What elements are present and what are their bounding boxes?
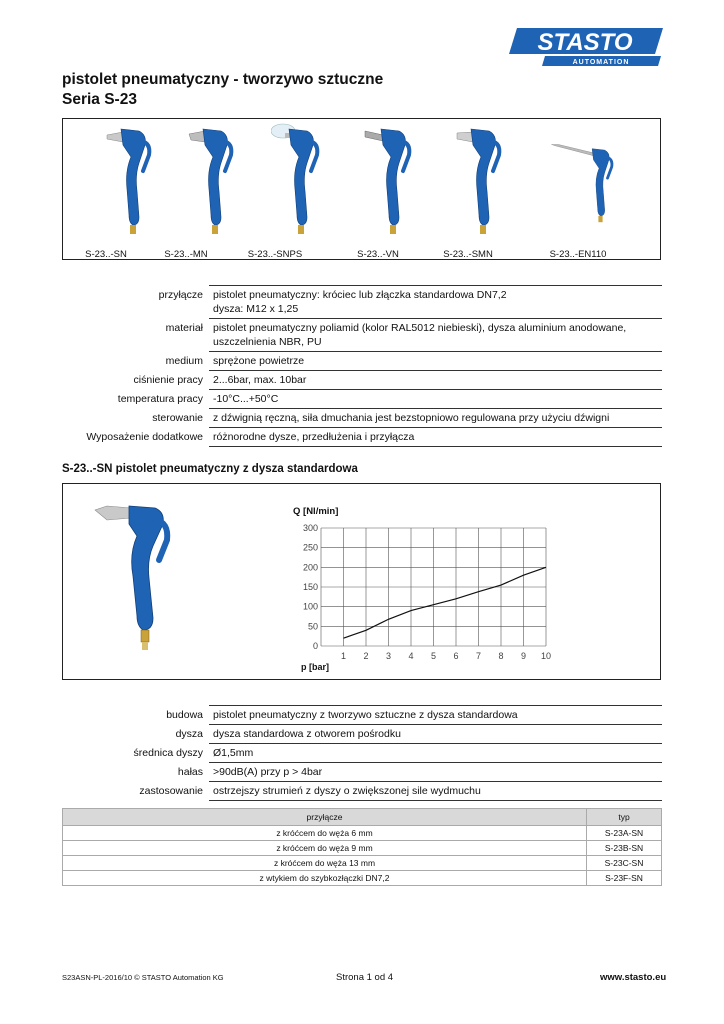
spec-value: -10°C...+50°C [209,390,662,409]
spec-value: ostrzejszy strumień z dyszy o zwiększonej sile wydmuchu [209,782,662,801]
spec-value: 2...6bar, max. 10bar [209,371,662,390]
variant-connection: z króćcem do węża 6 mm [63,826,587,841]
spec-row [62,763,662,782]
variants-header-connection: przyłącze [63,809,587,826]
spec-row [62,706,662,725]
variant-connection: z wtykiem do szybkozłączki DN7,2 [63,871,587,886]
section-title: S-23..-SN pistolet pneumatyczny z dysza standardowa [62,463,358,475]
variants-header-type: typ [587,809,662,826]
variant-type: S-23F-SN [587,871,662,886]
variant-connection: z króćcem do węża 13 mm [63,856,587,871]
variants-table [62,808,662,886]
y-axis-label: Q [Nl/min] [293,506,339,517]
page-title [62,70,383,110]
variant-type: S-23C-SN [587,856,662,871]
flow-chart [283,492,583,672]
spec-row [62,409,662,428]
spec-value: dysza standardowa z otworem pośrodku [209,725,662,744]
spec-key: hałas [177,765,203,778]
spec-row [62,725,662,744]
x-tick-label: 2 [363,651,369,661]
y-tick-label: 100 [302,601,318,612]
table-row [63,871,662,886]
spec-value: pistolet pneumatyczny poliamid (kolor RAL5012 niebieski), dysza aluminium anodowane, uszczelnienia NBR, PU [209,319,662,352]
x-tick-label: 8 [498,651,504,661]
spec-key: medium [165,354,203,367]
spec-value: z dźwignią ręczną, siła dmuchania jest bezstopniowo regulowana przy użyciu dźwigni [209,409,662,428]
footer-url[interactable]: www.stasto.eu [600,972,667,983]
spec-key: zastosowanie [139,784,203,797]
spec-key: sterowanie [152,411,203,424]
spec-key: dysza [175,727,203,740]
x-tick-label: 6 [453,651,459,661]
spec-value: pistolet pneumatyczny z tworzywo sztuczne z dysza standardowa [209,706,662,725]
x-tick-label: 9 [520,651,527,661]
gallery-label: S-23..-EN110 [549,249,607,260]
spec-value: Ø1,5mm [209,744,662,763]
spec-row [62,319,662,352]
gallery-label: S-23..-SMN [443,249,493,260]
gallery-label: S-23..-VN [357,249,399,260]
spec-key: średnica dyszy [133,746,203,759]
spec-key: Wyposażenie dodatkowe [86,430,203,443]
variant-type: S-23A-SN [587,826,662,841]
blow-gun-safety-nozzle-icon [453,123,523,243]
spec-value: sprężone powietrze [209,352,662,371]
x-tick-label: 10 [540,651,552,661]
spec-table-2 [62,705,662,801]
variant-connection: z króćcem do węża 9 mm [63,841,587,856]
x-tick-label: 5 [430,651,437,661]
spec-key: ciśnienie pracy [133,373,203,386]
x-tick-label: 3 [385,651,392,661]
blow-gun-splash-guard-icon [271,123,341,243]
blow-gun-standard-nozzle-icon [103,123,173,243]
x-tick-label: 7 [475,651,482,661]
stasto-logo [505,28,663,68]
x-tick-label: 4 [408,651,414,661]
title-line1: pistolet pneumatyczny - tworzywo sztuczne [62,71,384,88]
spec-key: materiał [165,321,203,334]
brand-name: STASTO [537,29,633,56]
variant-type: S-23B-SN [587,841,662,856]
title-line2: Seria S-23 [62,91,137,108]
gallery-label: S-23..-SN [85,249,127,260]
blow-gun-venturi-nozzle-icon [363,123,433,243]
product-gallery [62,118,661,260]
spec-row [62,390,662,409]
table-row [63,841,662,856]
blow-gun-extension-icon [548,123,618,243]
spec-value: >90dB(A) przy p > 4bar [209,763,662,782]
y-tick-label: 0 [312,641,318,651]
gallery-label: S-23..-MN [164,249,208,260]
gallery-label: S-23..-SNPS [247,249,303,260]
product-detail-box [62,483,661,680]
spec-key: temperatura pracy [117,392,203,405]
spec-row [62,428,662,447]
spec-row [62,744,662,763]
x-axis-label: p [bar] [301,662,329,672]
x-tick-label: 1 [340,651,347,661]
blow-gun-metal-nozzle-icon [185,123,255,243]
series-line [344,567,547,638]
spec-row [62,782,662,801]
spec-row [62,371,662,390]
y-tick-label: 250 [302,542,318,553]
spec-row [62,286,662,319]
y-tick-label: 200 [302,562,318,573]
spec-key: przyłącze [158,288,203,301]
spec-key: budowa [166,708,203,721]
spec-table [62,285,662,447]
spec-value: różnorodne dysze, przedłużenia i przyłącza [209,428,662,447]
table-row [63,826,662,841]
y-tick-label: 300 [302,523,318,533]
spec-row [62,352,662,371]
y-tick-label: 150 [302,582,318,592]
spec-value: pistolet pneumatyczny: króciec lub złączka standardowa DN7,2 dysza: M12 x 1,25 [209,286,662,319]
y-tick-label: 50 [307,621,318,632]
footer-doc-id: S23ASN-PL-2016/10 © STASTO Automation KG [62,973,224,982]
brand-sub: AUTOMATION [572,59,630,66]
footer-page: Strona 1 od 4 [336,972,394,983]
table-row [63,856,662,871]
blow-gun-large-icon [93,498,193,658]
